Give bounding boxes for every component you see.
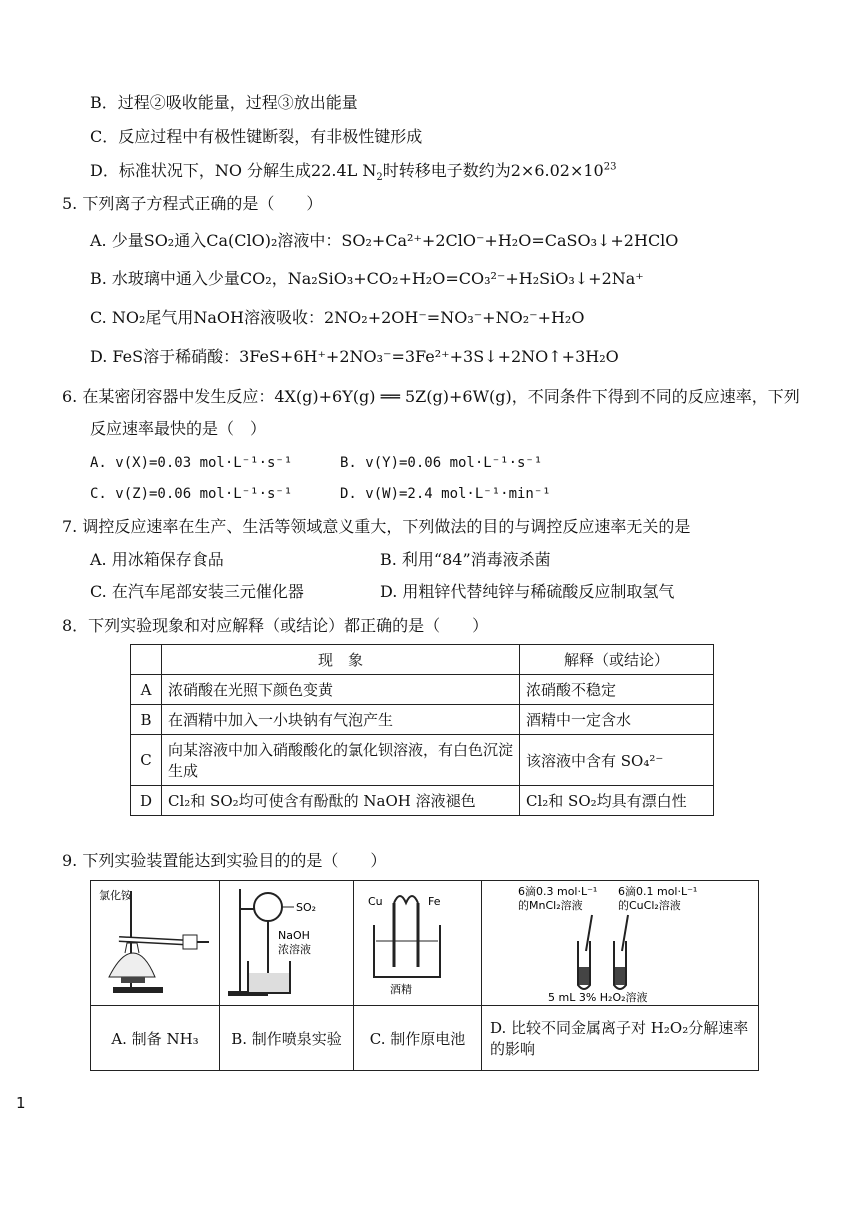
page-number: 1 — [16, 1094, 26, 1112]
q7-option-b: B. 利用“84”消毒液杀菌 — [380, 550, 551, 569]
q7-option-c: C. 在汽车尾部安装三元催化器 — [90, 582, 304, 601]
table-cell: D — [131, 786, 162, 816]
ammonium-chloride-label: 氯化铵 — [99, 889, 132, 902]
caption-a: A. 制备 NH₃ — [91, 1006, 220, 1071]
table-row — [131, 705, 714, 735]
iron-electrode-label: Fe — [428, 895, 441, 908]
mncl2-solution-label: 的MnCl₂溶液 — [518, 899, 583, 912]
ammonia-setup-illustration — [91, 881, 219, 1005]
q6-option-b: B. v(Y)=0.06 mol·L⁻¹·s⁻¹ — [340, 455, 543, 471]
q6-stem-line1: 6. 在某密闭容器中发生反应：4X(g)+6Y(g) ══ 5Z(g)+6W(g)，不同条件下得到不同的反应速率，下列 — [62, 387, 800, 406]
q6-option-a: A. v(X)=0.03 mol·L⁻¹·s⁻¹ — [90, 455, 293, 471]
caption-c: C. 制作原电池 — [354, 1006, 482, 1071]
cucl2-concentration-label: 6滴0.1 mol·L⁻¹ — [618, 885, 698, 898]
apparatus-b-figure — [220, 881, 354, 1006]
table-cell: 酒精中一定含水 — [520, 705, 714, 735]
mncl2-concentration-label: 6滴0.3 mol·L⁻¹ — [518, 885, 598, 898]
q7-option-d: D. 用粗锌代替纯锌与稀硫酸反应制取氢气 — [380, 582, 675, 601]
table-header-cell: 解释（或结论） — [520, 645, 714, 675]
cucl2-solution-label: 的CuCl₂溶液 — [618, 899, 681, 912]
caption-b: B. 制作喷泉实验 — [220, 1006, 354, 1071]
table-cell: Cl₂和 SO₂均可使含有酚酞的 NaOH 溶液褪色 — [162, 786, 520, 816]
h2o2-solution-label: 5 mL 3% H₂O₂溶液 — [548, 991, 648, 1004]
q5-option-c: C. NO₂尾气用NaOH溶液吸收：2NO₂+2OH⁻=NO₃⁻+NO₂⁻+H₂O — [90, 308, 585, 327]
table-header-cell — [131, 645, 162, 675]
catalyst-comparison-illustration — [482, 881, 758, 1005]
q5-option-d: D. FeS溶于稀硝酸：3FeS+6H⁺+2NO₃⁻=3Fe²⁺+3S↓+2NO↑+3H₂O — [90, 347, 619, 366]
q8-table — [130, 644, 714, 816]
fountain-setup-illustration — [220, 881, 353, 1005]
table-cell: C — [131, 735, 162, 786]
galvanic-cell-illustration — [354, 881, 481, 1005]
so2-label: SO₂ — [296, 901, 317, 914]
q5-option-b: B. 水玻璃中通入少量CO₂，Na₂SiO₃+CO₂+H₂O=CO₃²⁻+H₂SiO₃↓+2Na⁺ — [90, 269, 644, 288]
q5-stem: 5. 下列离子方程式正确的是（ ） — [62, 194, 323, 213]
q7-stem: 7. 调控反应速率在生产、生活等领域意义重大，下列做法的目的与调控反应速率无关的是 — [62, 517, 691, 536]
table-cell: 该溶液中含有 SO₄²⁻ — [520, 735, 714, 786]
concentrated-solution-label: 浓溶液 — [278, 943, 311, 956]
q9-apparatus-table — [90, 880, 759, 1071]
table-cell: 在酒精中加入一小块钠有气泡产生 — [162, 705, 520, 735]
table-header-cell: 现 象 — [162, 645, 520, 675]
apparatus-c-figure — [354, 881, 482, 1006]
table-row — [131, 786, 714, 816]
caption-d: D. 比较不同金属离子对 H₂O₂分解速率的影响 — [482, 1006, 759, 1071]
q4-option-c: C．反应过程中有极性键断裂，有非极性键形成 — [90, 127, 423, 146]
table-cell: 浓硝酸不稳定 — [520, 675, 714, 705]
table-cell: 浓硝酸在光照下颜色变黄 — [162, 675, 520, 705]
q8-stem: 8．下列实验现象和对应解释（或结论）都正确的是（ ） — [62, 616, 489, 635]
apparatus-d-figure — [482, 881, 759, 1006]
q6-option-c: C. v(Z)=0.06 mol·L⁻¹·s⁻¹ — [90, 486, 293, 502]
copper-electrode-label: Cu — [368, 895, 383, 908]
table-header-row — [131, 645, 714, 675]
q4-option-b: B．过程②吸收能量，过程③放出能量 — [90, 93, 358, 112]
table-cell: 向某溶液中加入硝酸酸化的氯化钡溶液，有白色沉淀生成 — [162, 735, 520, 786]
table-cell: B — [131, 705, 162, 735]
table-cell: Cl₂和 SO₂均具有漂白性 — [520, 786, 714, 816]
table-row — [131, 735, 714, 786]
apparatus-a-figure — [91, 881, 220, 1006]
q9-stem: 9. 下列实验装置能达到实验目的的是（ ） — [62, 851, 387, 870]
alcohol-label: 酒精 — [390, 983, 412, 996]
q7-option-a: A. 用冰箱保存食品 — [90, 550, 224, 569]
naoh-label: NaOH — [278, 929, 310, 942]
table-cell: A — [131, 675, 162, 705]
table-row — [131, 675, 714, 705]
q5-option-a: A. 少量SO₂通入Ca(ClO)₂溶液中：SO₂+Ca²⁺+2ClO⁻+H₂O=CaSO₃↓+2HClO — [90, 231, 679, 250]
q6-option-d: D. v(W)=2.4 mol·L⁻¹·min⁻¹ — [340, 486, 551, 502]
q4-option-d: D．标准状况下，NO 分解生成22.4L $N_2$时转移电子数约为$2\times 6.02\times 10^{23}$ — [90, 161, 617, 184]
q6-stem-line2: 反应速率最快的是（ ） — [90, 419, 267, 438]
